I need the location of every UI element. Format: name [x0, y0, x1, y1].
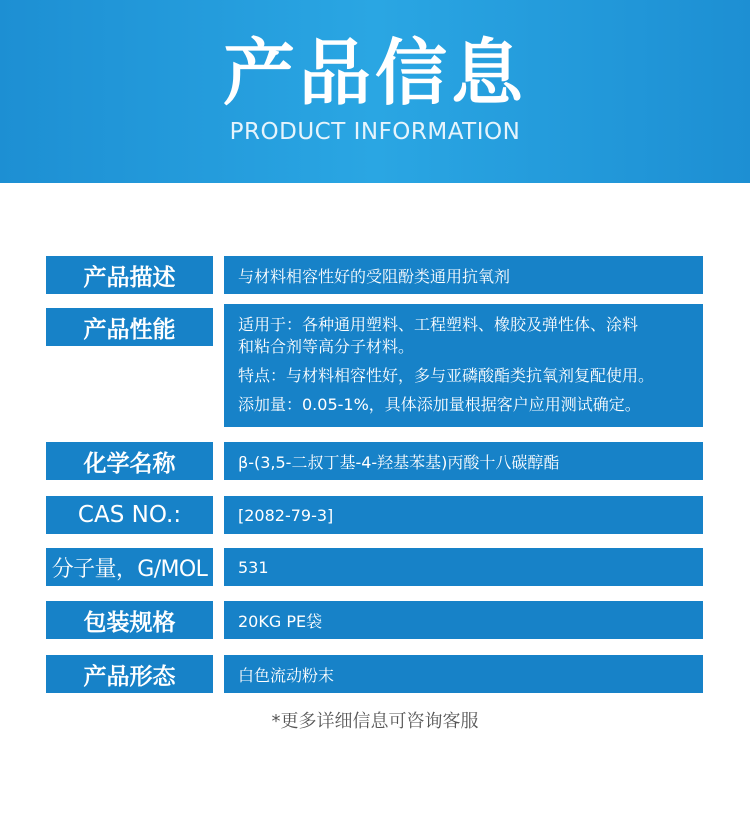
description-label: 产品描述	[46, 256, 213, 294]
packaging-label: 包装规格	[46, 601, 213, 639]
cas-label: CAS NO.:	[46, 496, 213, 534]
form-label: 产品形态	[46, 655, 213, 693]
performance-usage-line: 适用于：各种通用塑料、工程塑料、橡胶及弹性体、涂料	[238, 315, 639, 334]
footer-note: *更多详细信息可咨询客服	[271, 711, 479, 732]
page-subtitle: PRODUCT INFORMATION	[229, 119, 521, 145]
packaging-value: 20KG PE袋	[224, 601, 703, 639]
molecular-weight-value: 531	[224, 548, 703, 586]
performance-usage-line-cont: 和粘合剂等高分子材料。	[238, 337, 415, 356]
page-title: 产品信息	[222, 31, 527, 115]
cas-value: [2082-79-3]	[224, 496, 703, 534]
form-value: 白色流动粉末	[224, 655, 703, 693]
performance-label: 产品性能	[46, 308, 213, 346]
performance-feature-line: 特点：与材料相容性好，多与亚磷酸酯类抗氧剂复配使用。	[238, 366, 655, 385]
description-value: 与材料相容性好的受阻酚类通用抗氧剂	[224, 256, 703, 294]
performance-value	[224, 304, 703, 427]
molecular-weight-label: 分子量，G/MOL	[46, 548, 213, 586]
chemical-name-label: 化学名称	[46, 442, 213, 480]
chemical-name-value: β-(3,5-二叔丁基-4-羟基苯基)丙酸十八碳醇酯	[224, 442, 703, 480]
performance-dosage-line: 添加量：0.05-1%，具体添加量根据客户应用测试确定。	[238, 395, 641, 414]
header-banner	[0, 0, 750, 183]
